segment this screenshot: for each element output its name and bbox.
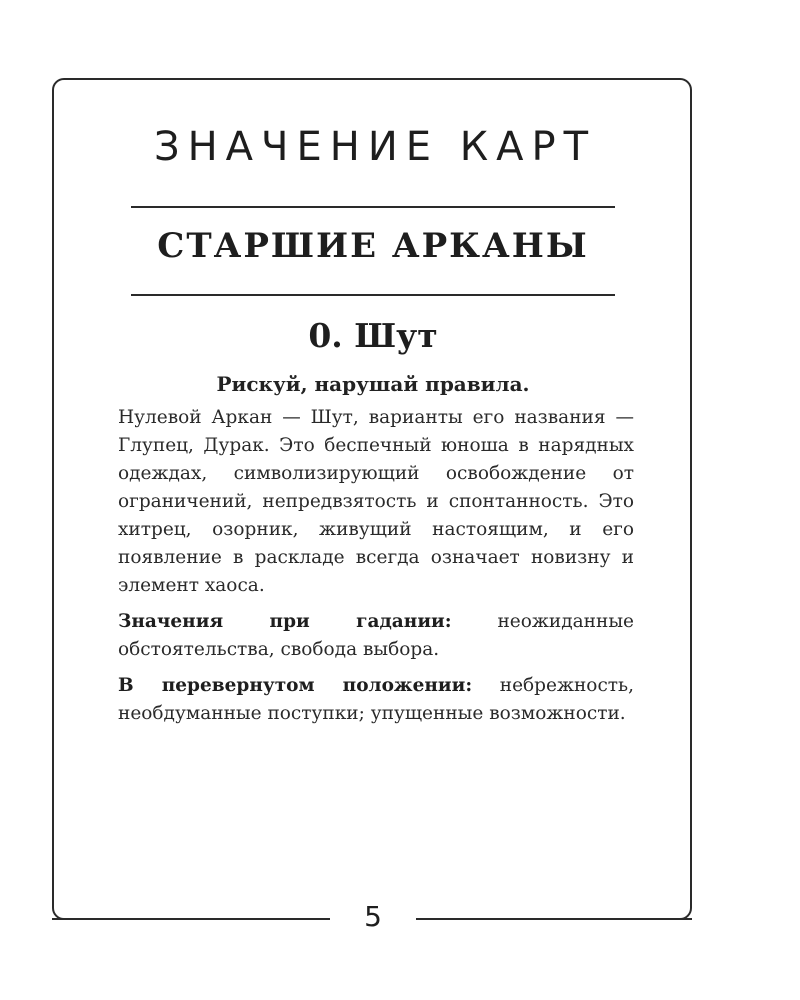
top-divider — [131, 206, 615, 208]
card-body — [118, 404, 634, 736]
footer-line-left — [52, 918, 310, 920]
upright-meaning — [118, 608, 634, 664]
card-title: 0. Шут — [308, 316, 438, 355]
reversed-meaning — [118, 672, 634, 728]
card-motto: Рискуй, нарушай правила. — [216, 372, 530, 396]
footer-line-right — [436, 918, 692, 920]
reversed-text: небрежность, необдуманные поступки; упущенные возможности. — [118, 675, 634, 724]
section-title: ЗНАЧЕНИЕ КАРТ — [153, 124, 597, 170]
card-description: Нулевой Аркан — Шут, варианты его названия — Глупец, Дурак. Это беспечный юноша в нарядных одеждах, символизирующий освобождение от ограничений, непредвзятость и спонтанность. Это хитрец, озорник, живущий настоящим, и его появление в раскладе всегда означает новизну и элемент хаоса. — [118, 407, 634, 596]
upright-text: неожиданные обстоятельства, свобода выбора. — [118, 611, 634, 660]
page-number: 5 — [330, 900, 416, 933]
bottom-divider — [131, 294, 615, 296]
subsection-title: СТАРШИЕ АРКАНЫ — [157, 226, 589, 266]
upright-label: Значения при гадании: — [118, 611, 452, 632]
reversed-label: В перевернутом положении: — [118, 675, 473, 696]
